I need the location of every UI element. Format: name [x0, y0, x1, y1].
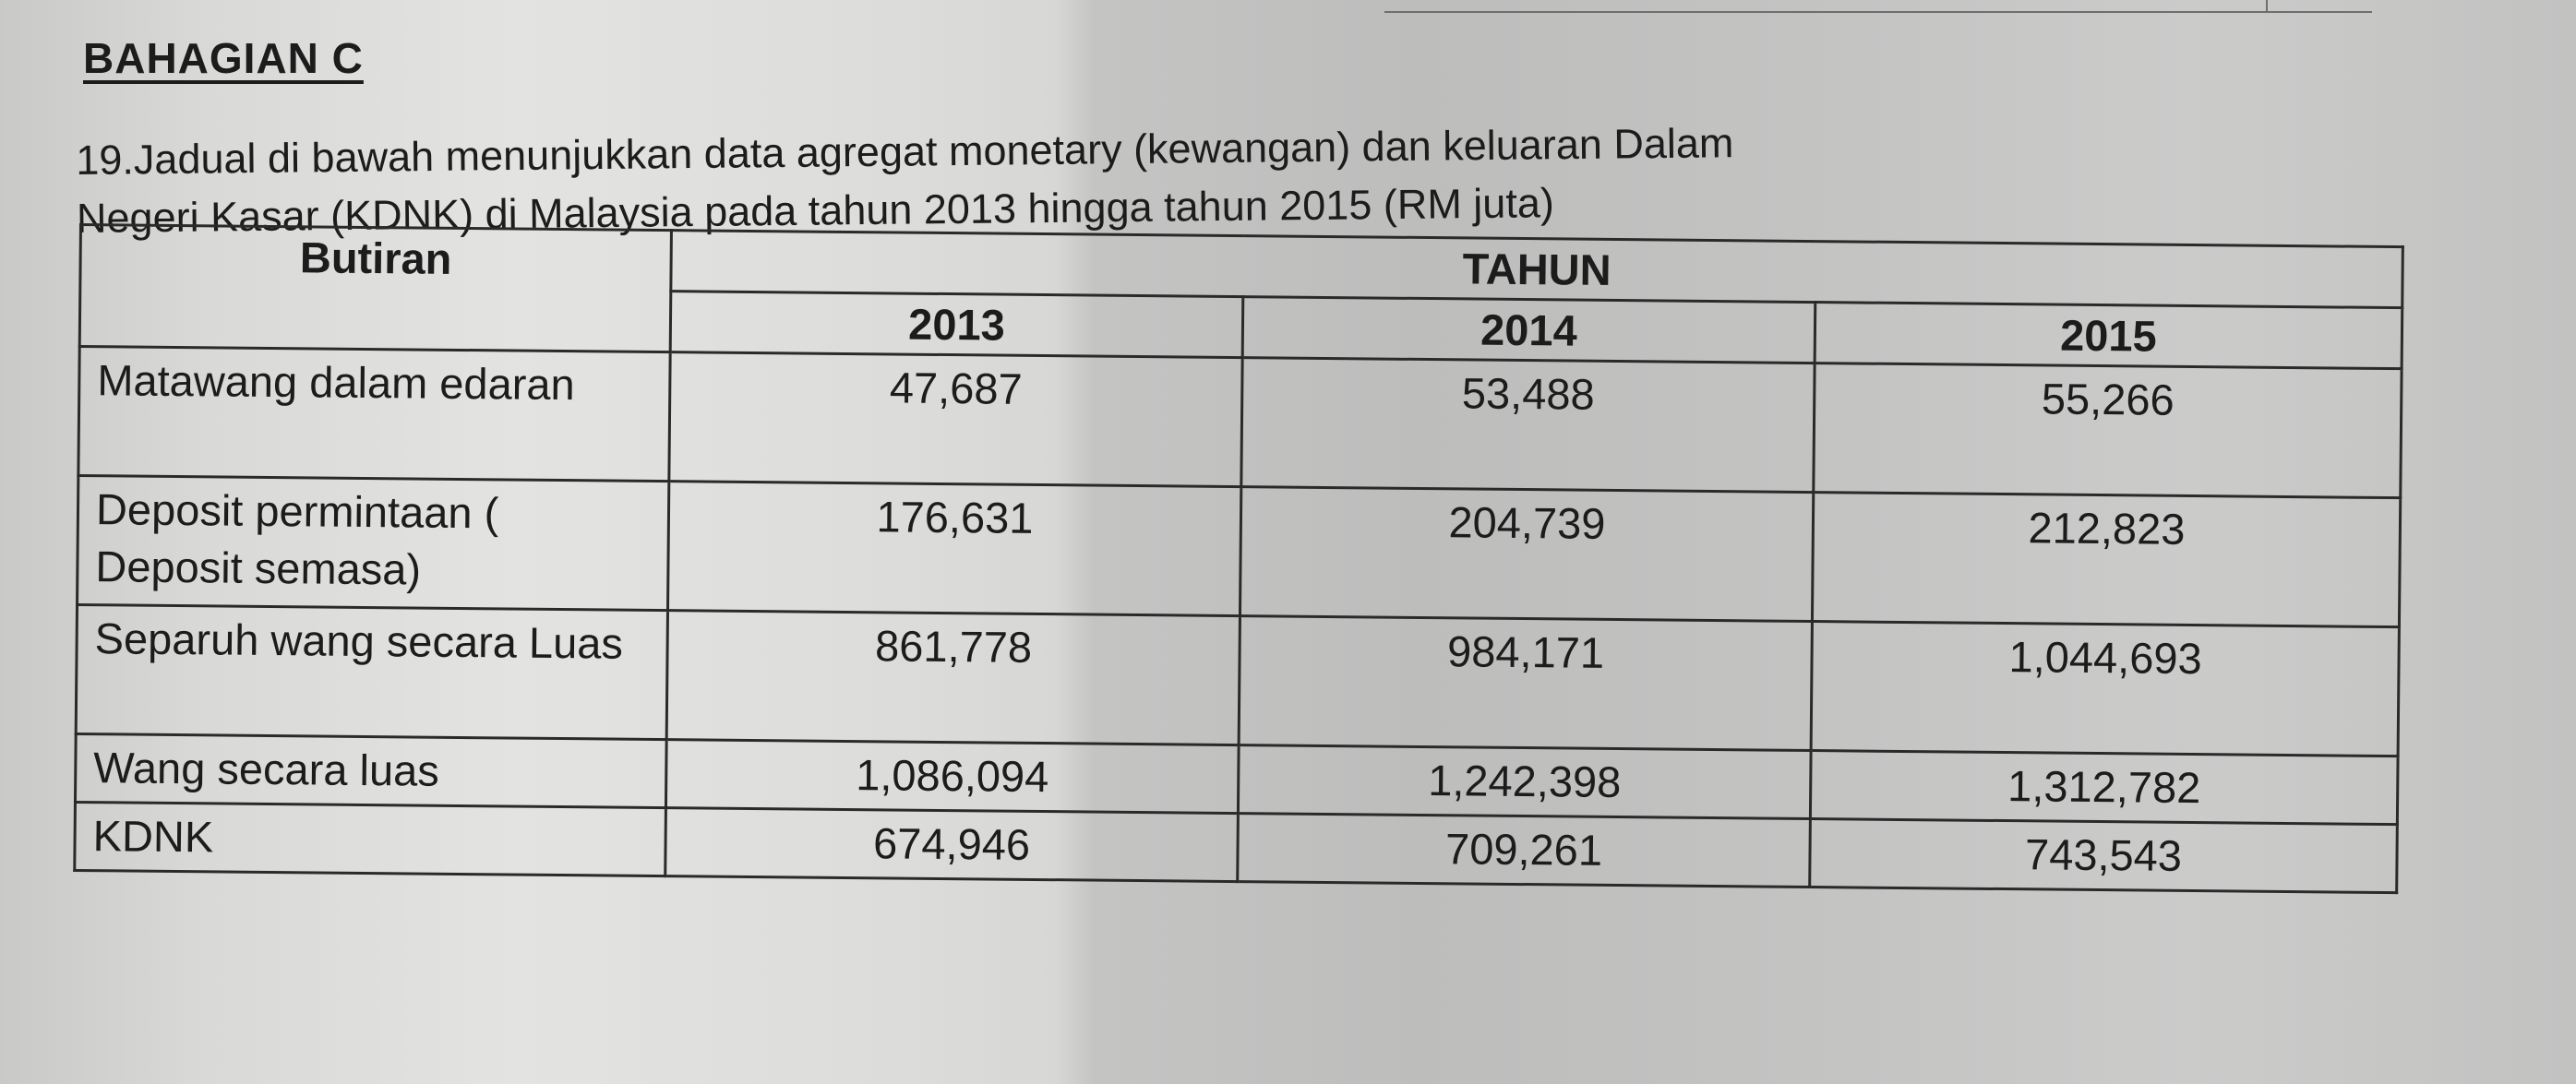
row-label: Matawang dalam edaran — [78, 347, 670, 482]
header-butiran: Butiran — [79, 225, 671, 352]
row-label: Wang secara luas — [75, 733, 666, 807]
header-year-2014: 2014 — [1242, 297, 1815, 363]
cell-value: 674,946 — [665, 808, 1239, 882]
row-label: Separuh wang secara Luas — [76, 604, 667, 739]
row-label: Deposit permintaan ( Deposit semasa) — [78, 476, 669, 611]
paper-top-border — [1384, 11, 2372, 13]
table-header-row — [80, 225, 2403, 308]
table-row — [78, 476, 2401, 627]
header-tahun: TAHUN — [671, 231, 2403, 308]
section-title: BAHAGIAN C — [83, 34, 364, 82]
cell-value: 176,631 — [668, 482, 1241, 616]
monetary-data-table — [73, 223, 2404, 894]
question-line-1: 19.Jadual di bawah menunjukkan data agregat monetary (kewangan) dan keluaran Dalam — [76, 119, 1734, 184]
cell-value: 709,261 — [1238, 814, 1811, 887]
cell-value: 53,488 — [1241, 358, 1815, 493]
cell-value: 1,044,693 — [1811, 622, 2399, 756]
cell-value: 47,687 — [669, 352, 1242, 487]
cell-value: 1,086,094 — [665, 740, 1239, 814]
header-year-2013: 2013 — [670, 292, 1243, 358]
table-row — [78, 347, 2402, 498]
cell-value: 861,778 — [666, 611, 1240, 745]
row-label: KDNK — [75, 802, 666, 876]
cell-value: 212,823 — [1812, 493, 2400, 627]
cell-value: 743,543 — [1810, 819, 2398, 893]
question-line-2: Negeri Kasar (KDNK) di Malaysia pada tahun 2013 hingga tahun 2015 (RM juta) — [76, 179, 1555, 242]
cell-value: 1,242,398 — [1238, 745, 1811, 819]
paper-top-tick — [2266, 0, 2268, 13]
cell-value: 204,739 — [1240, 487, 1813, 622]
header-year-2015: 2015 — [1815, 303, 2402, 369]
cell-value: 55,266 — [1814, 363, 2402, 498]
cell-value: 984,171 — [1239, 616, 1812, 751]
table-row — [76, 604, 2399, 756]
cell-value: 1,312,782 — [1810, 751, 2398, 825]
